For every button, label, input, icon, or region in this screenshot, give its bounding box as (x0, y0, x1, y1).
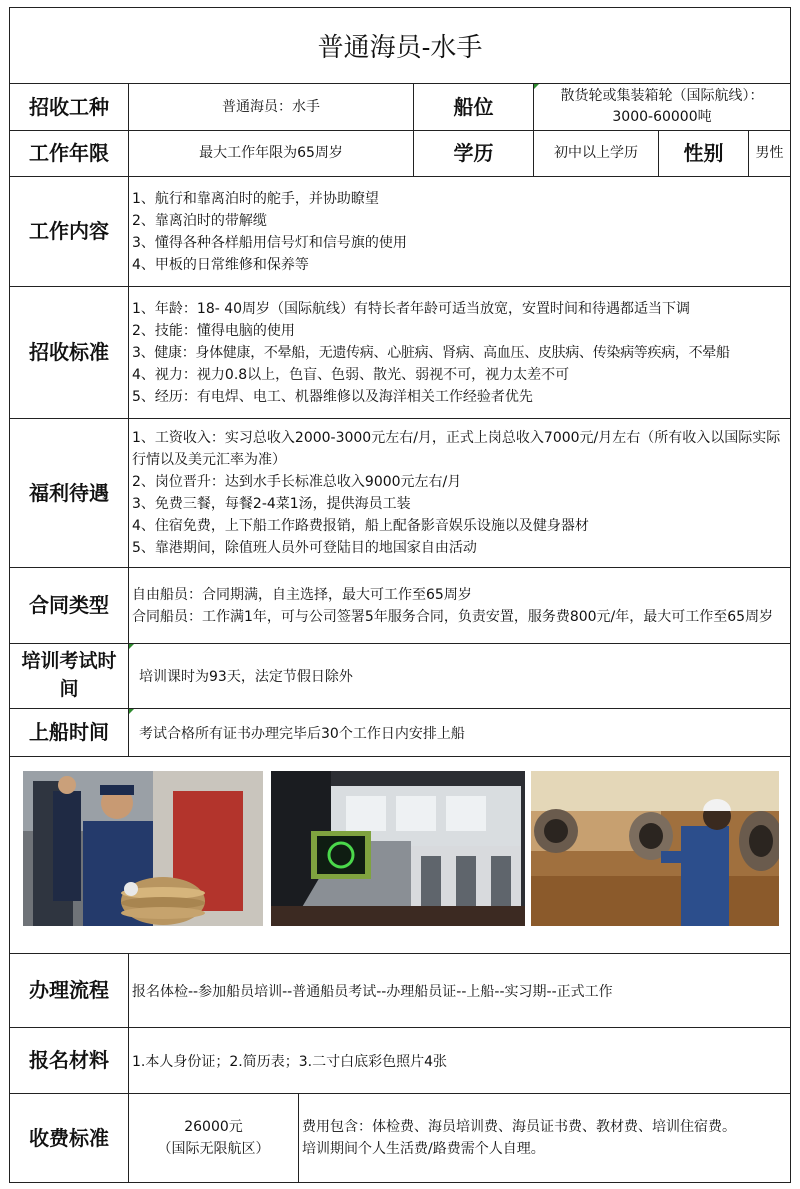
work-years-value: 最大工作年限为65周岁 (128, 130, 414, 177)
fee-includes-line2: 培训期间个人生活费/路费需个人自理。 (302, 1141, 545, 1157)
process-label: 办理流程 (9, 953, 129, 1028)
contract-list (128, 567, 791, 644)
education-label: 学历 (413, 130, 534, 177)
gender-label: 性别 (658, 130, 749, 177)
page-title: 普通海员-水手 (9, 7, 791, 84)
ship-position-value (533, 83, 791, 131)
boarding-text: 考试合格所有证书办理完毕后30个工作日内安排上船 (139, 725, 465, 742)
list-item: 4、视力：视力0.8以上，色盲、色弱、散光、弱视不可，视力太差不可 (132, 366, 570, 383)
requirements-label: 招收标准 (9, 286, 129, 419)
list-item: 1、工资收入：实习总收入2000-3000元左右/月，正式上岗总收入7000元/月左右（所有收入以国际实际行情以及美元汇率为准） (132, 430, 781, 468)
recruitment-sheet (9, 7, 791, 1183)
duties-label: 工作内容 (9, 176, 129, 287)
contract-label: 合同类型 (9, 567, 129, 644)
gender-value: 男性 (748, 130, 791, 177)
ship-position-label: 船位 (413, 83, 534, 131)
job-type-value: 普通海员：水手 (128, 83, 414, 131)
boarding-value (128, 708, 791, 757)
benefits-list (128, 418, 791, 568)
corner-mark (129, 644, 134, 649)
sailor-rope-photo (23, 771, 263, 926)
training-label: 培训考试时间 (9, 643, 129, 709)
fee-includes-line1: 费用包含：体检费、海员培训费、海员证书费、教材费、培训住宿费。 (302, 1119, 736, 1135)
list-item: 5、靠港期间，除值班人员外可登陆目的地国家自由活动 (132, 540, 477, 556)
photo-strip (9, 756, 791, 954)
fee-amount-value: 26000元 (184, 1119, 243, 1135)
job-type-label: 招收工种 (9, 83, 129, 131)
corner-mark (534, 84, 539, 89)
fee-includes (298, 1093, 791, 1183)
list-item: 3、健康：身体健康，不晕船，无遗传病、心脏病、肾病、高血压、皮肤病、传染病等疾病，不晕船 (132, 344, 730, 361)
corner-mark (129, 709, 134, 714)
ship-position-line2: 3000-60000吨 (612, 109, 712, 125)
fee-amount-note: （国际无限航区） (157, 1141, 270, 1157)
materials-value: 1.本人身份证；2.简历表；3.二寸白底彩色照片4张 (128, 1027, 791, 1094)
process-value: 报名体检--参加船员培训--普通船员考试--办理船员证--上船--实习期--正式工作 (128, 953, 791, 1028)
list-item: 5、经历：有电焊、电工、机器维修以及海洋相关工作经验者优先 (132, 388, 533, 405)
requirements-list (128, 286, 791, 419)
ship-position-line1: 散货轮或集装箱轮（国际航线）： (560, 88, 764, 104)
list-item: 4、甲板的日常维修和保养等 (132, 256, 309, 273)
education-value: 初中以上学历 (533, 130, 659, 177)
duties-list (128, 176, 791, 287)
list-item: 合同船员：工作满1年，可与公司签署5年服务合同，负责安置，服务费800元/年，最大可工作至65周岁 (132, 608, 774, 625)
list-item: 2、技能：懂得电脑的使用 (132, 322, 295, 339)
ship-bridge-photo (271, 771, 525, 926)
list-item: 3、免费三餐，每餐2-4菜1汤，提供海员工装 (132, 496, 411, 512)
training-text: 培训课时为93天，法定节假日除外 (139, 669, 353, 685)
fees-label: 收费标准 (9, 1093, 129, 1183)
materials-label: 报名材料 (9, 1027, 129, 1094)
boarding-label: 上船时间 (9, 708, 129, 757)
list-item: 自由船员：合同期满，自主选择，最大可工作至65周岁 (132, 586, 472, 603)
list-item: 4、住宿免费，上下船工作路费报销，船上配备影音娱乐设施以及健身器材 (132, 518, 589, 534)
list-item: 2、岗位晋升：达到水手长标准总收入9000元左右/月 (132, 474, 462, 490)
benefits-label: 福利待遇 (9, 418, 129, 568)
list-item: 3、懂得各种各样船用信号灯和信号旗的使用 (132, 234, 407, 251)
list-item: 1、航行和靠离泊时的舵手，并协助瞭望 (132, 190, 379, 207)
training-value (128, 643, 791, 709)
engine-room-photo (531, 771, 779, 926)
list-item: 1、年龄：18- 40周岁（国际航线）有特长者年龄可适当放宽，安置时间和待遇都适当下调 (132, 300, 691, 317)
work-years-label: 工作年限 (9, 130, 129, 177)
fee-amount (128, 1093, 299, 1183)
list-item: 2、靠离泊时的带解缆 (132, 212, 267, 229)
